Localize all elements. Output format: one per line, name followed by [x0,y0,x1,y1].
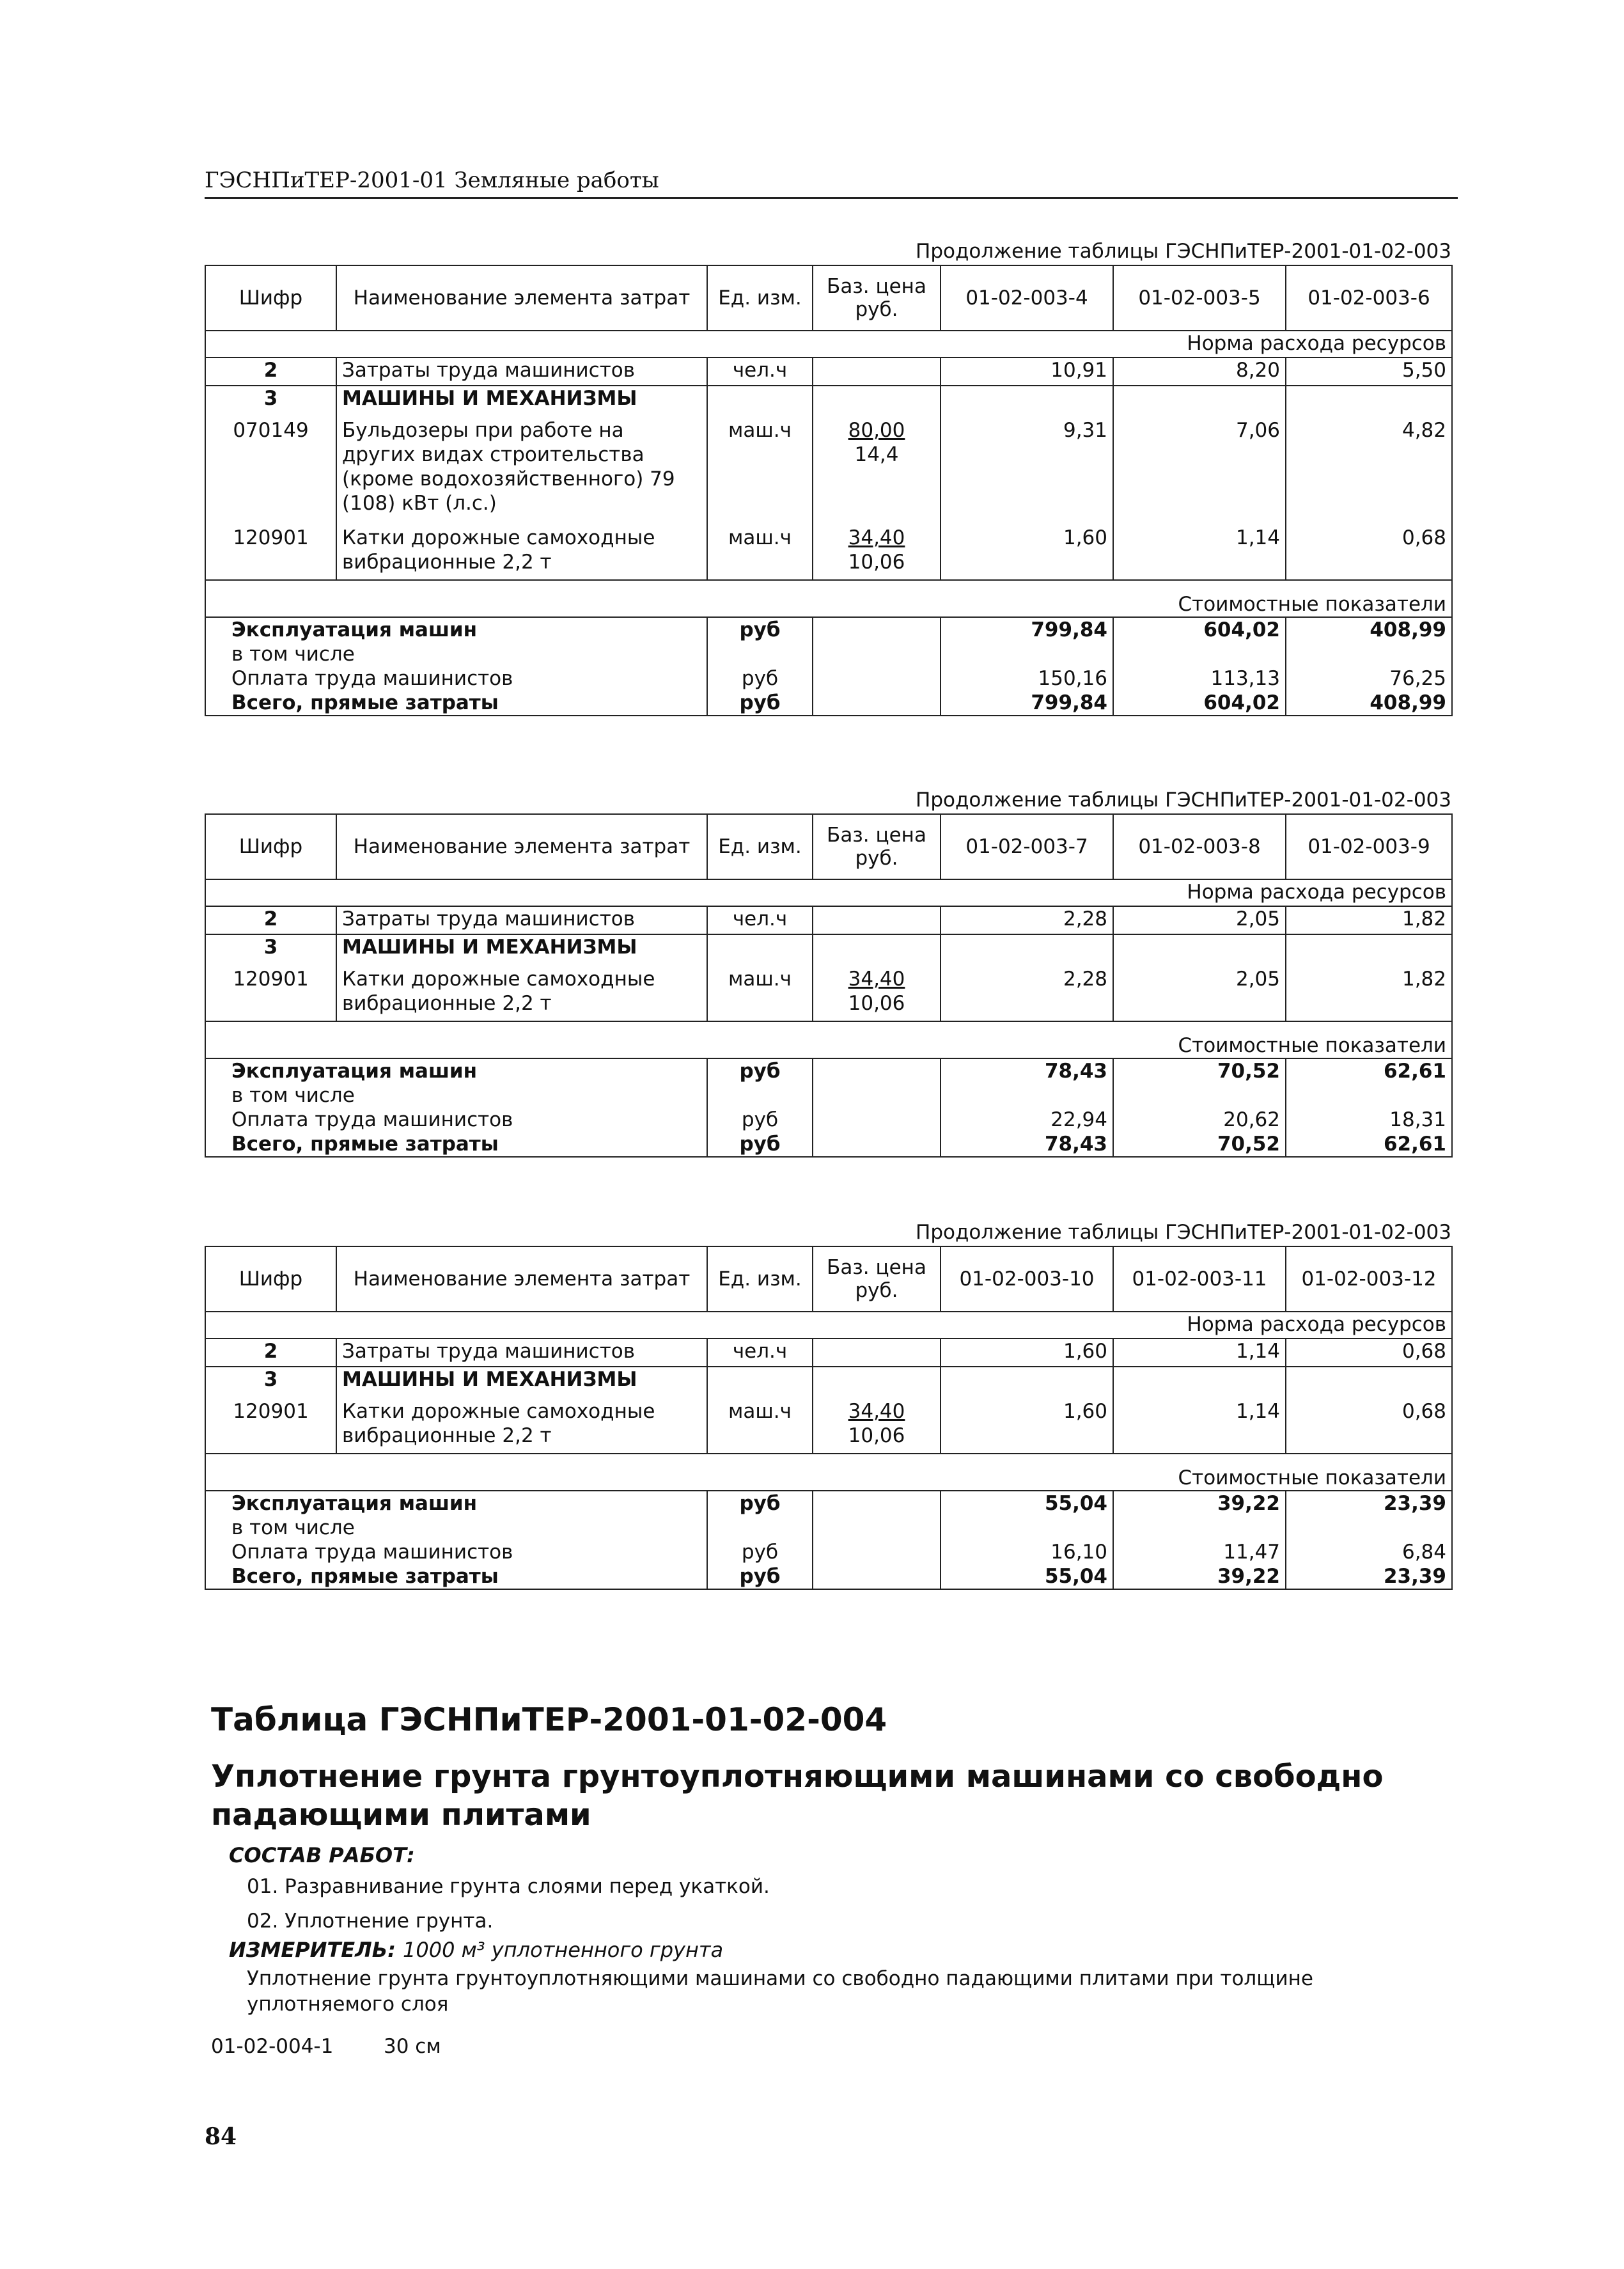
col-header-norm: 01-02-003-11 [1132,1268,1267,1291]
section-label: Норма расхода ресурсов [1187,881,1446,904]
cost-value: 22,94 [1050,1108,1107,1131]
row-unit: маш.ч [728,968,792,991]
section-label: Норма расхода ресурсов [1187,332,1446,355]
cost-value: 39,22 [1217,1492,1280,1515]
row-name: Катки дорожные самоходные вибрационные 2,2 т [342,526,655,574]
cost-value: 76,25 [1389,667,1446,690]
cost-label: в том числе [231,643,355,666]
base-price-secondary: 10,06 [848,551,905,574]
table-description: Уплотнение грунта грунтоуплотняющими машинами со свободно падающими плитами при толщине уплотняемого слоя [247,1967,1313,2016]
cost-label: Оплата труда машинистов [231,1108,513,1131]
base-price-secondary: 14,4 [854,443,899,466]
cost-unit: руб [739,1133,781,1156]
meter-label: ИЗМЕРИТЕЛЬ: [229,1938,396,1962]
table-row [205,1058,1452,1083]
meter-text: 1000 м³ уплотненного грунта [403,1938,724,1962]
base-price: 80,00 [848,419,905,442]
table-row [205,1339,1452,1367]
row-code: 2 [263,1340,278,1363]
col-header-price: Баз. цена руб. [827,1256,926,1302]
cost-value: 799,84 [1031,691,1107,714]
table-row [205,1367,1452,1394]
row-value: 0,68 [1401,1400,1446,1423]
meter-block [229,1938,723,1962]
cost-value: 78,43 [1044,1133,1107,1156]
cost-value: 18,31 [1389,1108,1446,1131]
table-block [205,787,1451,1158]
row-value: 7,06 [1235,419,1280,442]
col-header-name: Наименование элемента затрат [353,1268,691,1291]
table-row [205,691,1452,716]
row-value: 9,31 [1063,419,1107,442]
row-value: 1,60 [1063,526,1107,549]
table-row [205,1083,1452,1108]
cost-value: 62,61 [1383,1060,1446,1083]
row-code: 2 [263,359,278,382]
cost-label: в том числе [231,1516,355,1539]
col-header-norm: 01-02-003-7 [965,835,1088,858]
row-code: 120901 [233,1400,309,1423]
continuation-note: Продолжение таблицы ГЭСНПиТЕР-2001-01-02-003 [916,1221,1451,1244]
row-value: 10,91 [1050,359,1107,382]
cost-label: Всего, прямые затраты [231,691,499,714]
base-price-secondary: 10,06 [848,1424,905,1447]
cost-unit: руб [739,1060,781,1083]
cost-value: 604,02 [1203,618,1280,641]
base-price: 34,40 [848,526,905,549]
page-number: 84 [205,2123,237,2150]
col-header-norm: 01-02-003-4 [965,287,1088,310]
table-title: Таблица ГЭСНПиТЕР-2001-01-02-004 [211,1701,887,1738]
cost-unit: руб [741,1108,779,1131]
row-unit: чел.ч [732,907,788,930]
cost-value: 55,04 [1044,1565,1107,1588]
section-row [205,1454,1452,1491]
cost-unit: руб [739,691,781,714]
table-header-row [205,265,1452,331]
row-value: 2,28 [1063,907,1107,930]
base-price-secondary: 10,06 [848,992,905,1015]
table-block [205,1219,1451,1590]
item-code: 01-02-004-1 [211,2035,334,2058]
cost-value: 55,04 [1044,1492,1107,1515]
item-value: 30 см [384,2035,441,2058]
work-step: 02. Уплотнение грунта. [247,1910,494,1933]
row-code: 3 [263,387,278,410]
row-value: 1,82 [1401,907,1446,930]
table-header-row [205,1246,1452,1312]
row-unit: маш.ч [728,1400,792,1423]
row-value: 0,68 [1401,1340,1446,1363]
cost-table [205,813,1453,1158]
cost-value: 62,61 [1383,1133,1446,1156]
cost-value: 799,84 [1031,618,1107,641]
cost-table [205,265,1453,716]
running-header: ГЭСНПиТЕР-2001-01 Земляные работы [205,168,1458,199]
cost-table [205,1246,1453,1590]
col-header-code: Шифр [238,835,303,858]
table-row [205,1108,1452,1132]
table-block [205,238,1451,716]
section-row [205,1021,1452,1058]
col-header-name: Наименование элемента затрат [353,835,691,858]
table-subtitle: Уплотнение грунта грунтоуплотняющими машинами со свободно падающими плитами [211,1759,1384,1833]
col-header-norm: 01-02-003-6 [1308,287,1430,310]
cost-value: 70,52 [1217,1133,1280,1156]
col-header-code: Шифр [238,1268,303,1291]
row-value: 5,50 [1401,359,1446,382]
col-header-unit: Ед. изм. [718,287,802,310]
col-header-norm: 01-02-003-10 [959,1268,1095,1291]
cost-value: 16,10 [1050,1541,1107,1564]
col-header-norm: 01-02-003-8 [1138,835,1261,858]
works-label: СОСТАВ РАБОТ: [229,1843,415,1867]
cost-label: Оплата труда машинистов [231,1541,513,1564]
table-row [205,1564,1452,1589]
row-code: 120901 [233,968,309,991]
col-header-norm: 01-02-003-5 [1138,287,1261,310]
cost-value: 408,99 [1370,691,1446,714]
row-value: 1,60 [1063,1340,1107,1363]
cost-label: Эксплуатация машин [231,618,478,641]
table-row [205,357,1452,386]
table-row [205,617,1452,642]
table-row [205,413,1452,521]
cost-label: Эксплуатация машин [231,1060,478,1083]
section-label: Стоимостные показатели [1178,1034,1446,1057]
section-label: Стоимостные показатели [1178,1466,1446,1489]
col-header-unit: Ед. изм. [718,835,802,858]
row-code: 3 [263,936,278,959]
row-value: 2,28 [1063,968,1107,991]
section-label: Стоимостные показатели [1178,593,1446,616]
row-value: 1,14 [1235,1340,1280,1363]
row-name: Затраты труда машинистов [342,359,636,382]
cost-label: Всего, прямые затраты [231,1133,499,1156]
cost-label: Эксплуатация машин [231,1492,478,1515]
cost-value: 6,84 [1401,1541,1446,1564]
row-value: 1,14 [1235,1400,1280,1423]
base-price: 34,40 [848,968,905,991]
row-code: 2 [263,907,278,930]
cost-value: 11,47 [1223,1541,1280,1564]
row-name: Катки дорожные самоходные вибрационные 2,2 т [342,1400,655,1447]
row-value: 1,60 [1063,1400,1107,1423]
table-row [205,1540,1452,1564]
table-header-row [205,814,1452,879]
col-header-norm: 01-02-003-9 [1308,835,1430,858]
cost-unit: руб [741,667,779,690]
row-code: 3 [263,1368,278,1391]
row-name: Затраты труда машинистов [342,907,636,930]
table-row [205,962,1452,1021]
cost-value: 39,22 [1217,1565,1280,1588]
section-label: Норма расхода ресурсов [1187,1313,1446,1336]
table-row [205,934,1452,962]
section-row [205,1312,1452,1339]
cost-value: 408,99 [1370,618,1446,641]
table-row [205,1132,1452,1157]
cost-unit: руб [739,618,781,641]
cost-value: 23,39 [1383,1565,1446,1588]
cost-value: 150,16 [1038,667,1107,690]
table-row [205,386,1452,413]
table-row [205,521,1452,580]
cost-label: Всего, прямые затраты [231,1565,499,1588]
col-header-price: Баз. цена руб. [827,824,926,870]
section-row [205,331,1452,357]
cost-label: в том числе [231,1084,355,1107]
row-value: 1,14 [1235,526,1280,549]
continuation-note: Продолжение таблицы ГЭСНПиТЕР-2001-01-02-003 [916,789,1451,812]
row-name: Бульдозеры при работе на других видах строительства (кроме водохозяйственного) 79 (108) кВт (л.с.) [342,419,675,515]
row-unit: маш.ч [728,419,792,442]
row-unit: чел.ч [732,1340,788,1363]
cost-value: 20,62 [1223,1108,1280,1131]
col-header-name: Наименование элемента затрат [353,287,691,310]
col-header-price: Баз. цена руб. [827,275,926,321]
section-row [205,879,1452,906]
row-name: МАШИНЫ И МЕХАНИЗМЫ [342,1368,637,1391]
col-header-code: Шифр [238,287,303,310]
table-row [205,1516,1452,1540]
table-row [205,1394,1452,1454]
table-row [205,642,1452,666]
col-header-norm: 01-02-003-12 [1301,1268,1437,1291]
cost-unit: руб [739,1492,781,1515]
cost-unit: руб [741,1541,779,1564]
row-code: 070149 [233,419,309,442]
cost-unit: руб [739,1565,781,1588]
table-row [205,666,1452,691]
row-value: 2,05 [1235,907,1280,930]
work-step: 01. Разравнивание грунта слоями перед укаткой. [247,1875,770,1898]
row-code: 120901 [233,526,309,549]
col-header-unit: Ед. изм. [718,1268,802,1291]
row-name: МАШИНЫ И МЕХАНИЗМЫ [342,387,637,410]
continuation-note: Продолжение таблицы ГЭСНПиТЕР-2001-01-02-003 [916,240,1451,263]
cost-label: Оплата труда машинистов [231,667,513,690]
base-price: 34,40 [848,1400,905,1423]
row-unit: маш.ч [728,526,792,549]
row-value: 0,68 [1401,526,1446,549]
row-name: Затраты труда машинистов [342,1340,636,1363]
table-row [205,906,1452,934]
cost-value: 113,13 [1210,667,1280,690]
cost-value: 78,43 [1044,1060,1107,1083]
row-name: МАШИНЫ И МЕХАНИЗМЫ [342,936,637,959]
table-row [205,1491,1452,1516]
row-value: 2,05 [1235,968,1280,991]
row-value: 8,20 [1235,359,1280,382]
section-row [205,580,1452,617]
cost-value: 70,52 [1217,1060,1280,1083]
cost-value: 23,39 [1383,1492,1446,1515]
row-name: Катки дорожные самоходные вибрационные 2,2 т [342,968,655,1015]
cost-value: 604,02 [1203,691,1280,714]
row-value: 1,82 [1401,968,1446,991]
row-value: 4,82 [1401,419,1446,442]
row-unit: чел.ч [732,359,788,382]
